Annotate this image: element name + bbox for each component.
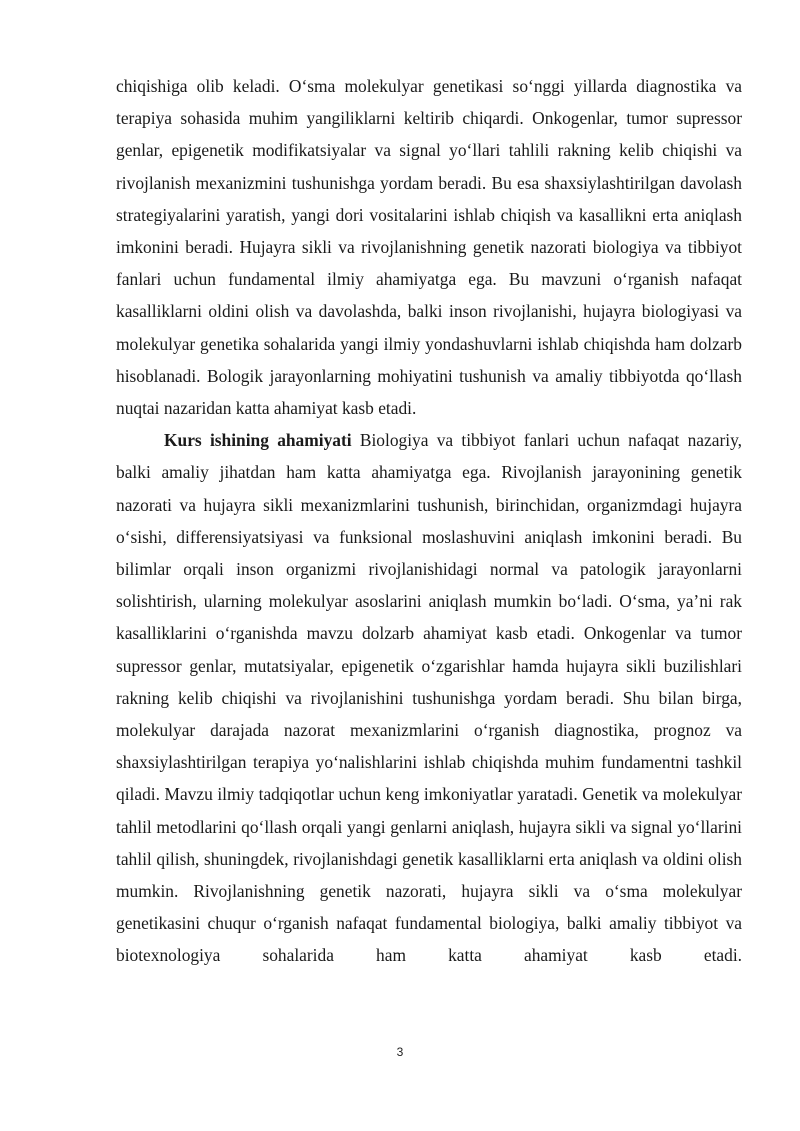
page-number: 3 xyxy=(396,1045,404,1059)
body-paragraph xyxy=(116,424,742,971)
paragraph-heading: Kurs ishining ahamiyati xyxy=(164,430,352,451)
body-paragraph: chiqishiga olib keladi. O‘sma molekulyar genetikasi so‘nggi yillarda diagnostika va terapiya sohasida muhim yangiliklarni keltirib chiqardi. Onkogenlar, tumor supressor genlar, epigenetik modifikatsiyalar va signal yo‘llari tahlili rakning kelib chiqishi va rivojlanish mexanizmini tushunishga yordam beradi. Bu esa shaxsiylashtirilgan davolash strategiyalarini yaratish, yangi dori vositalarini ishlab chiqish va kasallikni erta aniqlash imkonini beradi. Hujayra sikli va rivojlanishning genetik nazorati biologiya va tibbiyot fanlari uchun fundamental ilmiy ahamiyatga ega. Bu mavzuni o‘rganish nafaqat kasalliklarni oldini olish va davolashda, balki inson rivojlanishi, hujayra biologiyasi va molekulyar genetika sohalarida yangi ilmiy yondashuvlarni ishlab chiqishda ham dolzarb hisoblanadi. Bologik jarayonlarning mohiyatini tushunish va amaliy tibbiyotda qo‘llash nuqtai nazaridan katta ahamiyat kasb etadi. xyxy=(116,76,742,419)
paragraph-text: Biologiya va tibbiyot fanlari uchun nafaqat nazariy, balki amaliy jihatdan ham katta ahamiyatga ega. Rivojlanish jarayonining genetik nazorati va hujayra sikli mexanizmlarini tushunish, birinchidan, organizmdagi hujayra o‘sishi, differensiyatsiyasi va funksional moslashuvini aniqlash imkonini beradi. Bu bilimlar orqali inson organizmi rivojlanishidagi normal va patologik jarayonlarni solishtirish, ularning molekulyar asoslarini aniqlash mumkin bo‘ladi. O‘sma, ya’ni rak kasalliklarini o‘rganishda mavzu dolzarb ahamiyat kasb etadi. Onkogenlar va tumor supressor genlar, mutatsiyalar, epigenetik o‘zgarishlar hamda hujayra sikli buzilishlari rakning kelib chiqishi va rivojlanishini tushunishga yordam beradi. Shu bilan birga, molekulyar darajada nazorat mexanizmlarini o‘rganish diagnostika, prognoz va shaxsiylashtirilgan terapiya yo‘nalishlarini ishlab chiqishda muhim fundamentni tashkil qiladi. Mavzu ilmiy tadqiqotlar uchun keng imkoniyatlar yaratadi. Genetik va molekulyar tahlil metodlarini qo‘llash orqali yangi genlarni aniqlash, hujayra sikli va signal yo‘llarini tahlil qilish, shuningdek, rivojlanishdagi genetik kasalliklarni erta aniqlash va oldini olish mumkin. Rivojlanishning genetik nazorati, hujayra sikli va o‘sma molekulyar genetikasini chuqur o‘rganish nafaqat fundamental biologiya, balki amaliy tibbiyot va biotexnologiya sohalarida ham katta ahamiyat kasb etadi. xyxy=(116,430,742,966)
document-page xyxy=(116,70,742,972)
